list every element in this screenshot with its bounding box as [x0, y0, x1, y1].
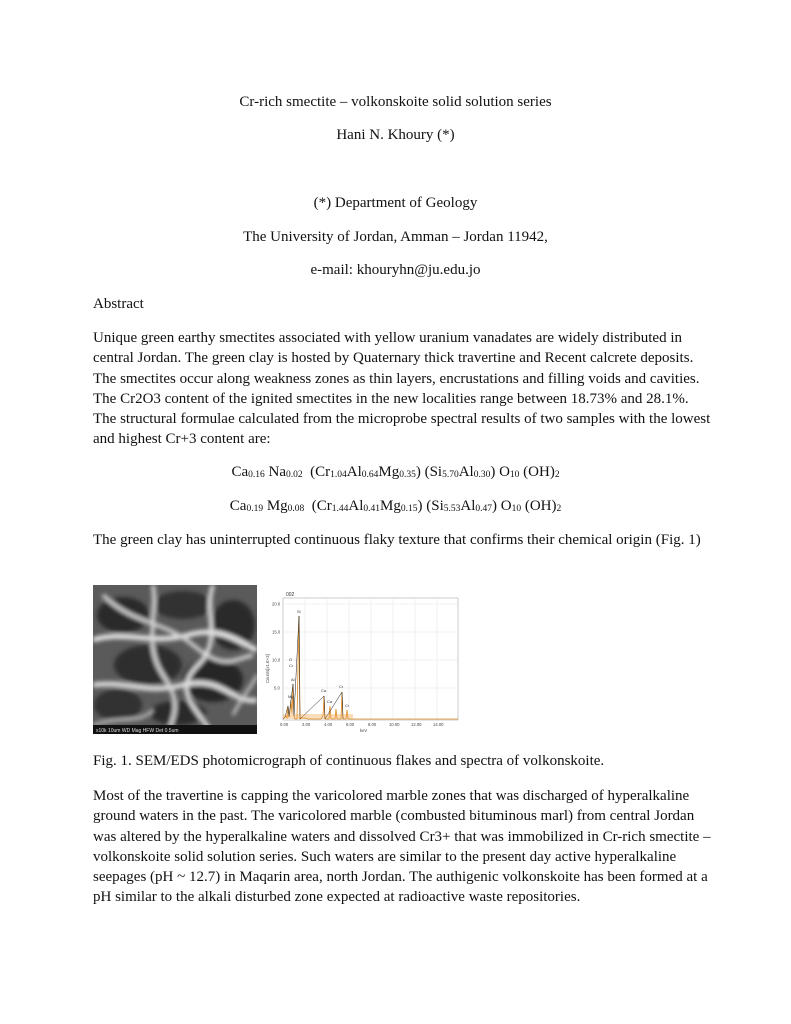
peak-label-mg: Mg: [288, 694, 294, 699]
sem-info-bar: x10k 10um WD Mag HFW Det 0.5um: [96, 728, 179, 734]
affiliation-department: (*) Department of Geology: [313, 195, 478, 211]
sem-photomicrograph: [93, 585, 257, 734]
peak-label-al: Al: [291, 677, 295, 682]
y-tick-10: 10.0: [272, 657, 281, 663]
y-tick-15: 15.0: [272, 629, 281, 635]
peak-label-ca-2: Ca: [327, 699, 333, 704]
y-tick-20: 20.0: [272, 601, 281, 607]
peak-label-cr-low: Cr: [289, 663, 294, 668]
x-tick-0: 0.00: [280, 722, 289, 727]
structural-formula-2: $Ca_{0.19}$ $Mg_{0.08}$ $(Cr_{1.44}Al_{0.41}Mg_{0.15})$ $(Si_{5.53}Al_{0.47})$ $O_{10}$ $(OH)_2$: [229, 498, 562, 514]
abstract-paragraph-3: Most of the travertine is capping the varicolored marble zones that was discharged of hyperalkaline ground waters in the past. The varicolored marble (combusted bituminous marl) from central Jordan was altered by the hyperalkaline waters and dissolved Cr3+ that was immobilized in Cr-rich smectite – volkonskoite solid solution series. Such waters are similar to the present day active hyperalkaline seepages (pH ~ 12.7) in Maqarin area, north Jordan. The authigenic volkonskoite has been formed at a pH similar to the alkali disturbed zone expected at radioactive waste repositories.: [93, 788, 711, 906]
abstract-paragraph-1: Unique green earthy smectites associated with yellow uranium vanadates are widely distributed in central Jordan. The green clay is hosted by Quaternary thick travertine and Recent calcrete deposits. The smectites occur along weakness zones as thin layers, encrustations and filling voids and cavities. The Cr2O3 content of the ignited smectites in the new localities range between 18.73% and 28.1%. The structural formulae calculated from the microprobe spectral results of two samples with the lowest and highest Cr+3 content are:: [93, 330, 711, 448]
affiliation-university: The University of Jordan, Amman – Jordan 11942,: [243, 229, 548, 245]
affiliation-email: e-mail: khouryhn@ju.edu.jo: [310, 262, 481, 278]
author: Hani N. Khoury (*): [336, 127, 455, 143]
x-tick-4: 4.00: [324, 722, 333, 727]
x-tick-14: 14.00: [433, 722, 444, 727]
x-tick-6: 6.00: [346, 722, 355, 727]
paper-title: Cr-rich smectite – volkonskoite solid solution series: [239, 94, 552, 110]
eds-header: 002: [286, 592, 295, 598]
abstract-paragraph-2: The green clay has uninterrupted continuous flaky texture that confirms their chemical origin (Fig. 1): [93, 532, 701, 548]
peak-label-o: O: [289, 657, 293, 662]
x-axis-label: keV: [360, 728, 368, 733]
figure-caption: Fig. 1. SEM/EDS photomicrograph of continuous flakes and spectra of volkonskoite.: [93, 753, 605, 769]
y-tick-5: 5.0: [274, 685, 280, 691]
peak-label-ca-1: Ca: [321, 688, 327, 693]
peak-label-cr-2: Cr: [345, 703, 350, 708]
abstract-heading: Abstract: [93, 296, 144, 312]
x-tick-2: 2.00: [302, 722, 311, 727]
x-tick-10: 10.00: [389, 722, 400, 727]
peak-label-si: Si: [297, 609, 301, 614]
peak-label-cr-1: Cr: [339, 684, 344, 689]
x-tick-8: 8.00: [368, 722, 377, 727]
x-tick-12: 12.00: [411, 722, 422, 727]
structural-formula-1: $Ca_{0.16}$ $Na_{0.02}$ $(Cr_{1.04}Al_{0.64}Mg_{0.35})$ $(Si_{5.70}Al_{0.30})$ $O_{10}$ $(OH)_2$: [231, 464, 560, 480]
y-axis-label: Counts[x1.E+3]: [265, 654, 270, 683]
eds-spectrum: [263, 588, 463, 734]
